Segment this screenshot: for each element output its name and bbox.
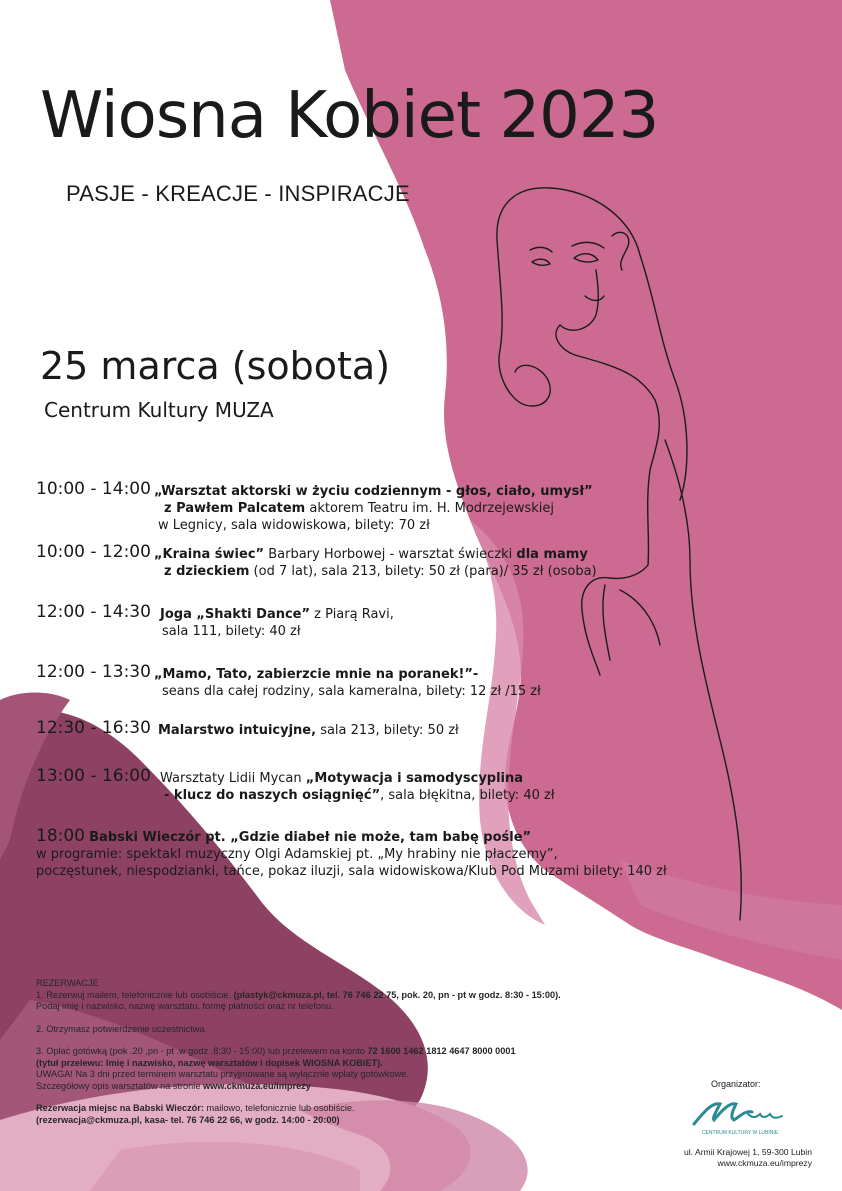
poster-title: Wiosna Kobiet 2023 <box>40 79 659 153</box>
event-time: 10:00 - 14:00 <box>36 479 151 499</box>
event-title: Babski Wieczór pt. „Gdzie diabeł nie może, tam babę pośle” <box>89 830 532 845</box>
event-description <box>154 546 597 580</box>
event-title: „Mamo, Tato, zabierzcie mnie na poranek!”- <box>154 667 479 682</box>
event-time: 13:00 - 16:00 <box>36 766 151 786</box>
event-time: 12:00 - 13:30 <box>36 662 151 682</box>
event-title: Malarstwo intuicyjne, <box>158 723 317 738</box>
reservation-text: 3. Opłać gotówką (pok .20 ,pn - pt .w godz .8:30 - 15:00) lub przelewem na konto <box>36 1046 368 1056</box>
reservation-contact: (plastyk@ckmuza.pl, tel. 76 746 22 75, pok. 20, pn - pt w godz. 8:30 - 15:00). <box>233 989 561 1000</box>
reservation-text: Szczegółowy opis warsztatów na stronie <box>36 1080 203 1091</box>
event-text: z Piarą Ravi, <box>310 607 394 622</box>
logo-subtitle: CENTRUM KULTURY W LUBINIE <box>701 1130 779 1136</box>
event-date: 25 marca (sobota) <box>40 344 391 388</box>
event-text: (od 7 lat), sala 213, bilety: 50 zł (para)/ 35 zł (osoba) <box>249 564 597 579</box>
event-text: sala 111, bilety: 40 zł <box>162 624 301 639</box>
event-time: 12:30 - 16:30 <box>36 718 151 738</box>
website-link[interactable]: www.ckmuza.eu/imprezy <box>202 1080 311 1091</box>
event-time: 18:00 <box>36 826 85 846</box>
event-title: „Warsztat aktorski w życiu codziennym - głos, ciało, umysł” <box>154 484 593 499</box>
reservation-text: 2. Otrzymasz potwierdzenie uczestnictwa. <box>36 1023 208 1034</box>
organizer-label: Organizator: <box>711 1079 761 1089</box>
event-text: dla mamy <box>516 547 588 562</box>
event-text: Warsztaty Lidii Mycan <box>160 771 306 786</box>
bank-account: 72 1600 1462 1812 4647 8000 0001 <box>367 1046 516 1056</box>
reservation-note: UWAGA! Na 3 dni przed terminem warsztatu przyjmowane są wyłącznie wpłaty gotówkowe. <box>36 1069 409 1079</box>
website-link[interactable]: www.ckmuza.eu/imprezy <box>717 1158 812 1168</box>
event-text: poczęstunek, niespodzianki, tańce, pokaz iluzji, sala widowiskowa/Klub Pod Muzami bilety: 140 zł <box>36 864 667 879</box>
event-venue: Centrum Kultury MUZA <box>44 398 274 422</box>
event-description <box>160 770 555 804</box>
event-text: , sala błękitna, bilety: 40 zł <box>380 788 555 803</box>
event-description <box>160 606 394 640</box>
event-description <box>158 722 459 739</box>
event-time: 10:00 - 12:00 <box>36 542 151 562</box>
event-text: z dzieckiem <box>164 564 250 579</box>
event-text: - klucz do naszych osiągnięć” <box>164 788 381 803</box>
event-text: aktorem Teatru im. H. Modrzejewskiej <box>305 501 554 516</box>
reservation-info <box>36 978 561 1126</box>
event-title: „Motywacja i samodyscyplina <box>305 771 524 786</box>
reservation-contact: (rezerwacja@ckmuza.pl, kasa- tel. 76 746 22 66, w godz. 14:00 - 20:00) <box>36 1114 340 1125</box>
event-host: z Pawłem Palcatem <box>164 501 306 516</box>
event-time: 12:00 - 14:30 <box>36 602 151 622</box>
reservation-heading: REZERWACJE <box>36 978 99 988</box>
reservation-text: (tytuł przelewu: Imię i nazwisko, nazwę warsztatów i dopisek WIOSNA KOBIET). <box>36 1057 383 1068</box>
poster-subtitle: PASJE - KREACJE - INSPIRACJE <box>66 181 410 206</box>
evening-event <box>36 828 667 880</box>
event-description <box>154 666 541 700</box>
reservation-text: 1. Rezerwuj mailem, telefonicznie lub osobiście. <box>36 989 234 1000</box>
event-text: sala 213, bilety: 50 zł <box>316 723 459 738</box>
address-text: ul. Armii Krajowej 1, 59-300 Lubin <box>683 1147 812 1157</box>
event-text: w Legnicy, sala widowiskowa, bilety: 70 zł <box>158 518 430 533</box>
reservation-text: Rezerwacja miejsc na Babski Wieczór: <box>36 1103 204 1113</box>
organizer-address <box>664 1147 812 1169</box>
muza-logo <box>690 1094 790 1138</box>
reservation-text: mailowo, telefonicznie lub osobiście. <box>203 1103 355 1113</box>
event-text: w programie: spektakl muzyczny Olgi Adamskiej pt. „My hrabiny nie płaczemy”, <box>36 847 558 862</box>
reservation-text: Podaj imię i nazwisko, nazwę warsztatu, formę płatności oraz nr telefonu. <box>36 1001 334 1011</box>
event-title: „Kraina świec” <box>154 547 265 562</box>
event-description <box>154 483 593 534</box>
event-title: Joga „Shakti Dance” <box>160 607 311 622</box>
event-text: Barbary Horbowej - warsztat świeczki <box>264 547 517 562</box>
event-text: seans dla całej rodziny, sala kameralna, bilety: 12 zł /15 zł <box>162 684 541 699</box>
